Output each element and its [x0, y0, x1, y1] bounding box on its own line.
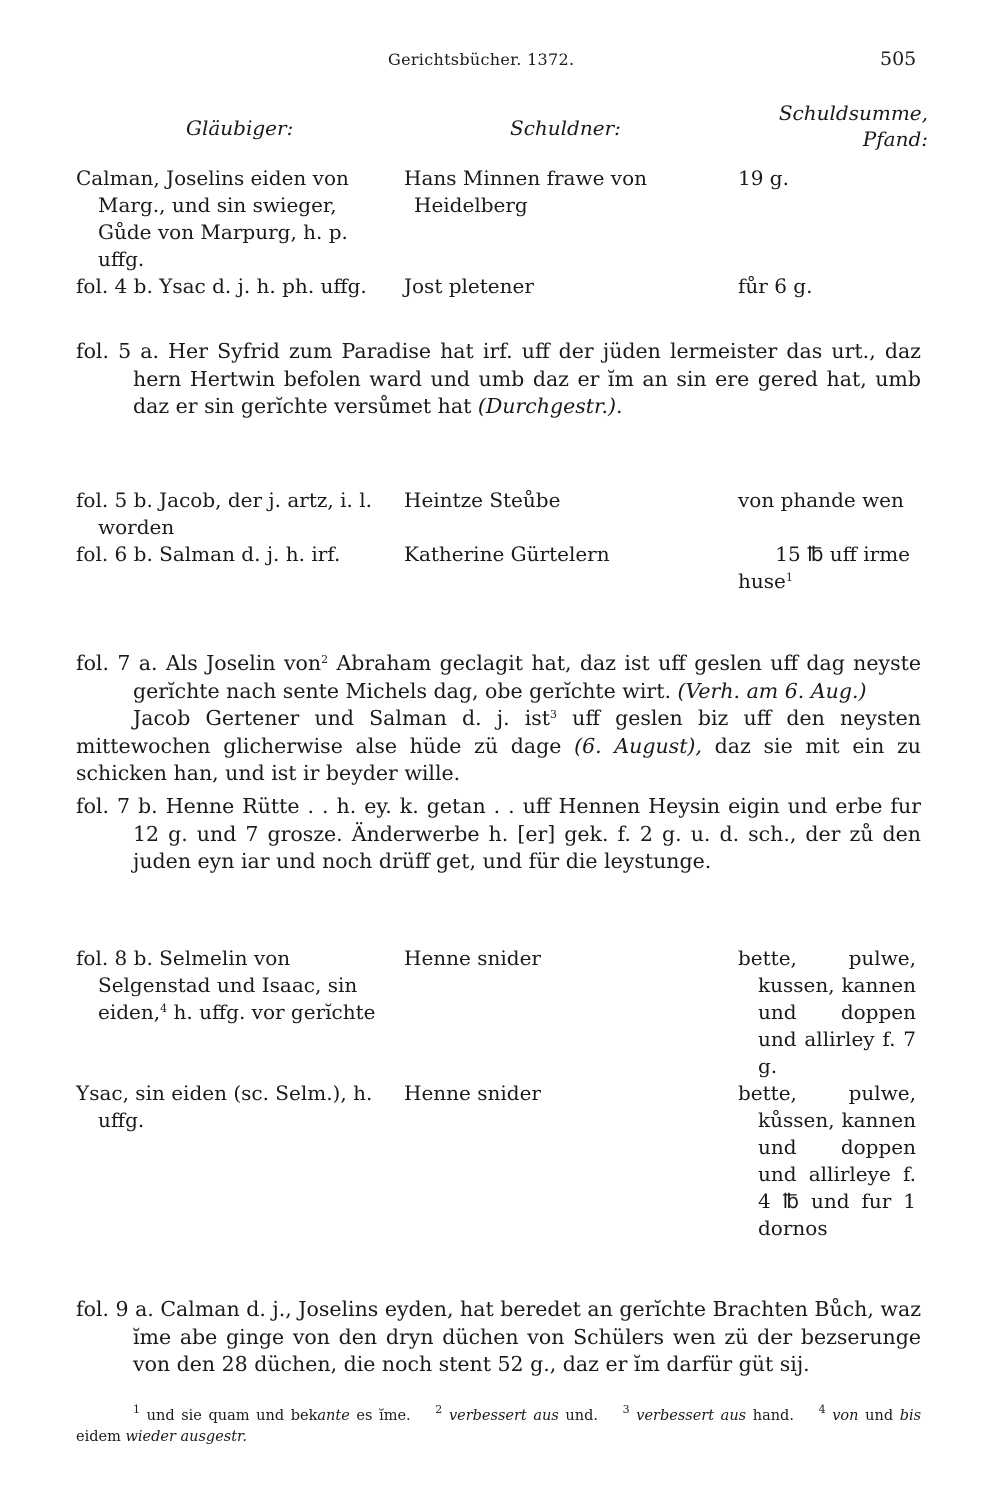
entry-text: uff geslen biz uff den neysten mittewochen glicherwise alse hüde zü dage [76, 706, 921, 758]
debt-table-2 [76, 487, 926, 595]
creditor-cell: fol. 5 b. Jacob, der j. artz, i. l. worden [76, 488, 372, 539]
column-heading-schuldsumme-line1: Schuldsumme, [778, 101, 928, 125]
column-heading-schuldner: Schuldner: [510, 116, 621, 140]
footnote-italic: verbessert aus [448, 1408, 559, 1424]
debtor-cell: Hans Minnen frawe von Heidelberg [404, 166, 647, 217]
sum-cell [720, 1080, 916, 1242]
footnote-marker: 4 [160, 1002, 168, 1015]
debtor-cell: Jost pletener [404, 274, 534, 298]
creditor-cell [76, 1080, 394, 1242]
footnote-marker: 3 [550, 708, 558, 721]
creditor-text: fol. 8 b. Selmelin von Selgenstad und Isaac, sin eiden, [76, 946, 358, 1024]
entry-text: fol. 7 b. Henne Rütte . . h. ey. k. getan . . uff Hennen Heysin eigin und erbe fur 12 g. und 7 grosze. Änderwerbe h. [er] gek. f. 2 g. u. d. sch., der zů den juden eyn iar und noch drüff get, und für die leystunge. [76, 794, 921, 873]
entry-fol-9a [76, 1296, 921, 1379]
creditor-cell: fol. 4 b. Ysac d. j. h. ph. uffg. [76, 274, 367, 298]
footnote-italic: wieder ausgestr. [125, 1429, 247, 1445]
entry-text: fol. 7 a. Als Joselin von [76, 651, 322, 675]
table-row [76, 1080, 926, 1242]
entry-text: fol. 5 a. Her Syfrid zum Paradise hat irf. uff der jüden lermeister das urt., daz hern Hertwin befolen ward und umb daz er ĭm an sin ere gered hat, umb daz er sin gerĭchte versůmet hat [76, 339, 921, 418]
footnotes [76, 1403, 922, 1448]
footnote-italic: ante [317, 1408, 350, 1424]
editorial-note: (Verh. am 6. Aug.) [677, 678, 867, 703]
sum-cell [720, 541, 910, 595]
entry-text: Abraham geclagit hat, daz ist uff geslen uff dag neyste gerĭchte nach sente Michels dag, obe gerĭchte wirt. [133, 651, 921, 703]
footnote-text: und sie quam und bek [146, 1408, 318, 1424]
footnote-text: hand. [746, 1408, 794, 1424]
table-row [76, 273, 926, 300]
footnote-marker: 1 [785, 571, 793, 584]
sum-cell: von phande wen [738, 488, 904, 512]
footnote-italic: verbessert aus [636, 1408, 747, 1424]
pledge-text: bette, pulwe, kůssen, kannen und doppen und allirleye f. 4 ℔ und fur 1 dornos [738, 1081, 916, 1240]
table-row [76, 487, 926, 541]
column-heading-schuldsumme [728, 100, 928, 152]
editorial-note: (6. August), [574, 733, 702, 758]
running-header-title: Gerichtsbücher. 1372. [388, 50, 575, 69]
footnote-text: und [865, 1408, 894, 1424]
entry-text: daz sie mit ein zu schicken han, und ist ir beyder wille. [76, 733, 921, 785]
sum-cell: fůr 6 g. [738, 274, 813, 298]
creditor-text: Ysac, sin eiden (sc. Selm.), h. uffg. [76, 1081, 373, 1132]
entry-fol-7b [76, 793, 921, 876]
debtor-cell: Katherine Gürtelern [404, 542, 610, 566]
debt-table-1 [76, 165, 926, 300]
table-row [76, 541, 926, 595]
debtor-cell: Henne snider [404, 946, 541, 970]
column-heading-pfand: Pfand: [862, 127, 928, 151]
creditor-cell: fol. 6 b. Salman d. j. h. irf. [76, 542, 341, 566]
footnote-number: 4 [818, 1403, 826, 1416]
sum-text: 15 ℔ uff irme huse [738, 542, 910, 593]
footnote-number: 3 [622, 1403, 630, 1416]
footnote-italic: bis [899, 1408, 922, 1424]
footnote-number: 1 [133, 1403, 140, 1416]
pledge-text: bette, pulwe, kussen, kannen und doppen und allirley f. 7 g. [738, 946, 916, 1078]
entry-text: fol. 9 a. Calman d. j., Joselins eyden, hat beredet an gerĭchte Brachten Bůch, waz ĭme abe ginge von den dryn düchen von Schülers wen zü der bezserunge von den 28 düchen, die noch stent 52 g., daz er ĭm darfür güt sij. [76, 1297, 921, 1376]
debt-table-3 [76, 945, 926, 1242]
column-heading-glaeubiger: Gläubiger: [186, 116, 294, 140]
creditor-cell [76, 945, 394, 1080]
footnote-marker: 2 [321, 653, 329, 666]
editorial-note: (Durchgestr.). [477, 394, 623, 418]
table-row [76, 945, 926, 1080]
debtor-cell: Henne snider [404, 1081, 541, 1105]
creditor-cell: Calman, Joselins eiden von Marg., und sin swieger, Gůde von Marpurg, h. p. uffg. [76, 166, 349, 271]
footnote-text: es ĭme. [349, 1408, 411, 1424]
footnote-text: und. [558, 1408, 598, 1424]
entry-text: Jacob Gertener und Salman d. j. ist [133, 706, 551, 730]
entry-fol-5a [76, 338, 921, 421]
sum-cell: 19 g. [738, 166, 789, 190]
debtor-cell: Heintze Steůbe [404, 488, 561, 512]
entry-fol-7a [76, 650, 921, 788]
page-number: 505 [880, 48, 917, 70]
footnote-number: 2 [435, 1403, 443, 1416]
sum-cell [720, 945, 916, 1080]
table-row [76, 165, 926, 273]
footnote-italic: von [832, 1408, 859, 1424]
creditor-text: h. uffg. vor gerĭchte [167, 1000, 376, 1024]
footnote-text: eidem [76, 1429, 121, 1445]
